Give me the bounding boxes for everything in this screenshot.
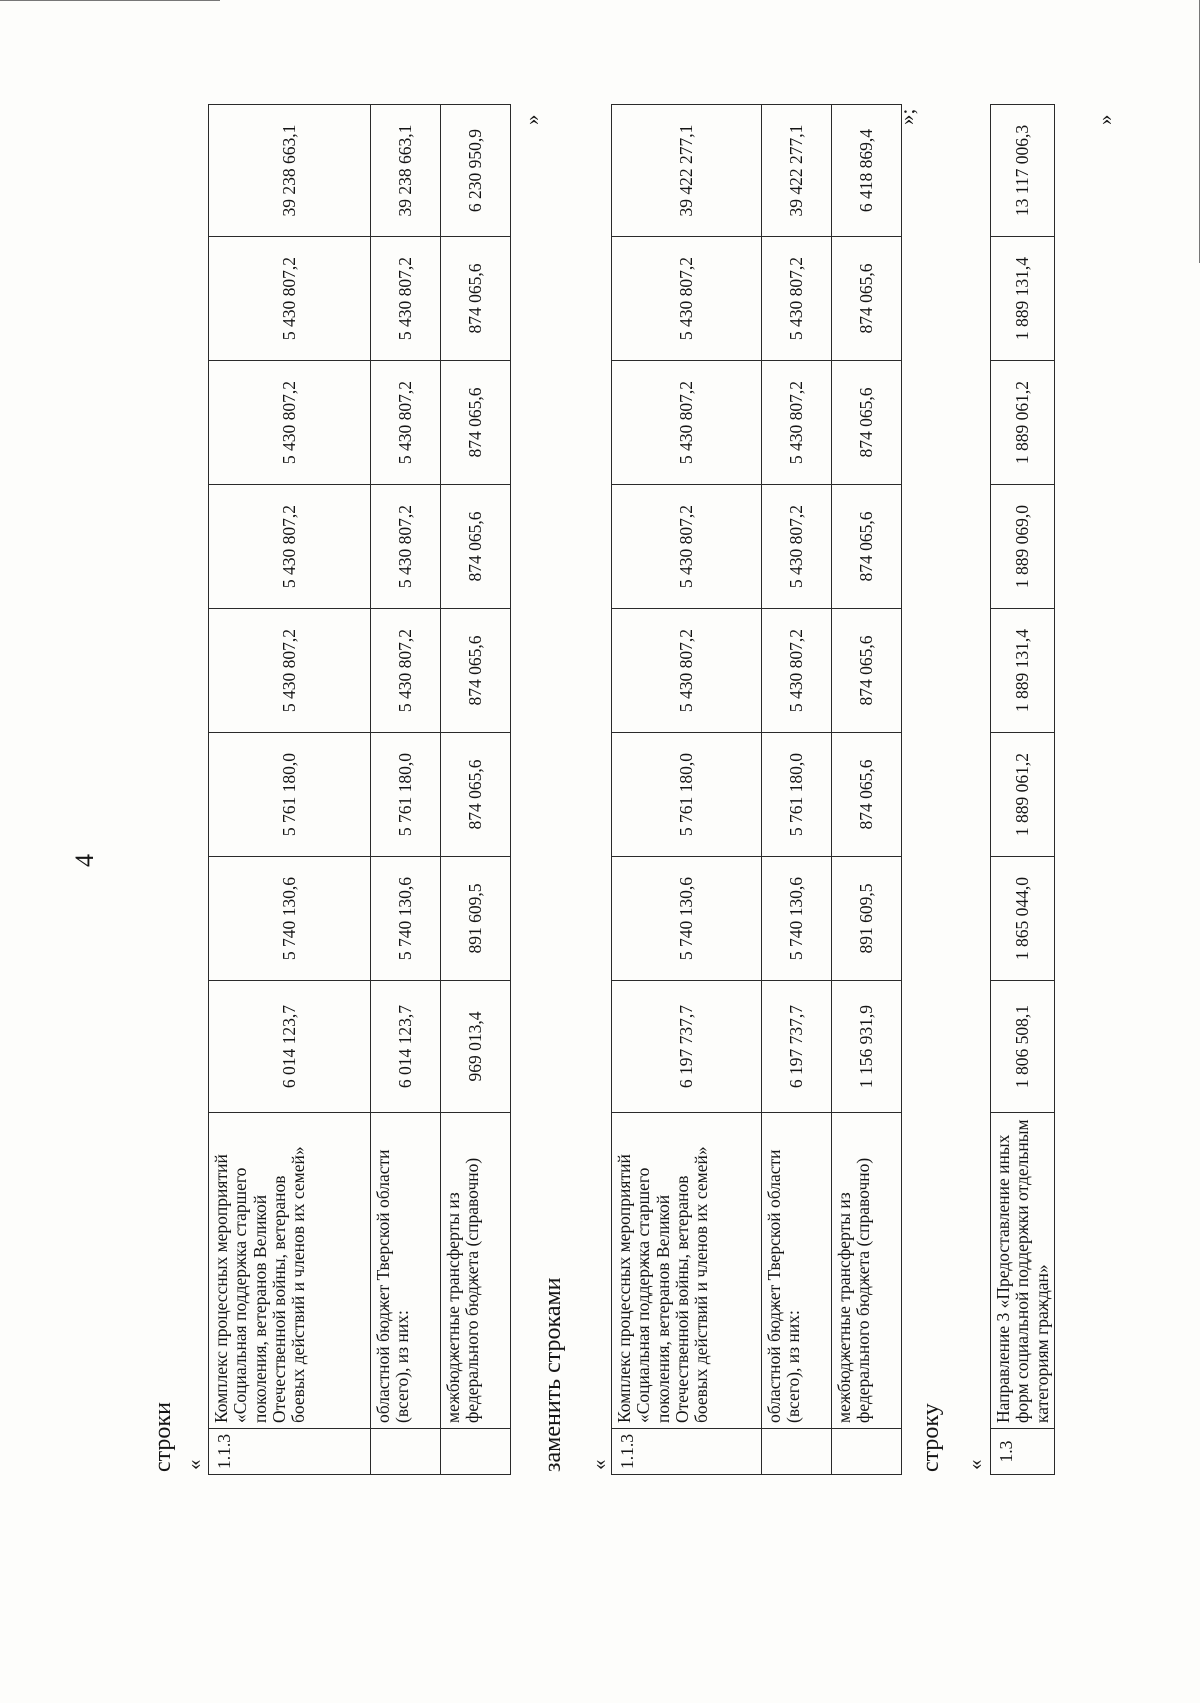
value-cell: 5 430 807,2 xyxy=(371,609,441,733)
value-cell: 5 430 807,2 xyxy=(762,237,832,361)
value-cell: 39 422 277,1 xyxy=(612,105,762,237)
value-cell: 874 065,6 xyxy=(832,733,902,857)
value-cell: 874 065,6 xyxy=(441,237,511,361)
value-cell: 874 065,6 xyxy=(441,609,511,733)
open-quote: « xyxy=(963,1459,987,1470)
value-cell: 6 014 123,7 xyxy=(371,981,441,1113)
value-cell: 1 889 061,2 xyxy=(991,361,1055,485)
row-code xyxy=(762,1429,832,1475)
value-cell: 5 430 807,2 xyxy=(612,237,762,361)
table-row xyxy=(441,105,511,1475)
value-cell: 5 740 130,6 xyxy=(209,857,371,981)
value-cell: 39 238 663,1 xyxy=(209,105,371,237)
row-name: Направление 3 «Предоставление иных форм социальной поддержки отдельным категориям граждан» xyxy=(991,1113,1055,1429)
value-cell: 5 430 807,2 xyxy=(371,237,441,361)
value-cell: 874 065,6 xyxy=(441,733,511,857)
scan-edge-line xyxy=(0,0,220,1)
close-quote: » xyxy=(520,114,544,125)
value-cell: 5 430 807,2 xyxy=(612,485,762,609)
value-cell: 1 889 131,4 xyxy=(991,609,1055,733)
value-cell: 6 197 737,7 xyxy=(612,981,762,1113)
value-cell: 5 740 130,6 xyxy=(612,857,762,981)
value-cell: 6 418 869,4 xyxy=(832,105,902,237)
table-row xyxy=(991,105,1055,1475)
row-code: 1.3 xyxy=(991,1429,1055,1475)
row-name: Комплекс процессных мероприятий «Социальная поддержка старшего поколения, ветеранов Великой Отечественной войны, ветеранов боевых действий и членов их семей» xyxy=(612,1113,762,1429)
value-cell: 5 430 807,2 xyxy=(612,361,762,485)
value-cell: 5 430 807,2 xyxy=(371,361,441,485)
row-name: межбюджетные трансферты из федерального бюджета (справочно) xyxy=(441,1113,511,1429)
value-cell: 5 430 807,2 xyxy=(762,361,832,485)
value-cell: 874 065,6 xyxy=(832,485,902,609)
value-cell: 5 430 807,2 xyxy=(209,485,371,609)
value-cell: 874 065,6 xyxy=(441,485,511,609)
value-cell: 5 761 180,0 xyxy=(612,733,762,857)
row-code: 1.1.3 xyxy=(612,1429,762,1475)
row-name: межбюджетные трансферты из федерального бюджета (справочно) xyxy=(832,1113,902,1429)
value-cell: 6 230 950,9 xyxy=(441,105,511,237)
table-row xyxy=(832,105,902,1475)
value-cell: 874 065,6 xyxy=(832,237,902,361)
value-cell: 39 422 277,1 xyxy=(762,105,832,237)
section-label-row: строку xyxy=(918,1403,944,1472)
value-cell: 969 013,4 xyxy=(441,981,511,1113)
row-code xyxy=(441,1429,511,1475)
value-cell: 5 430 807,2 xyxy=(209,361,371,485)
value-cell: 1 889 069,0 xyxy=(991,485,1055,609)
value-cell: 5 430 807,2 xyxy=(371,485,441,609)
row-name: Комплекс процессных мероприятий «Социальная поддержка старшего поколения, ветеранов Великой Отечественной войны, ветеранов боевых действий и членов их семей» xyxy=(209,1113,371,1429)
close-quote: »; xyxy=(895,108,919,125)
value-cell: 891 609,5 xyxy=(441,857,511,981)
value-cell: 5 430 807,2 xyxy=(612,609,762,733)
open-quote: « xyxy=(182,1459,206,1470)
page-number: 4 xyxy=(70,854,99,867)
value-cell: 1 889 131,4 xyxy=(991,237,1055,361)
value-cell: 1 865 044,0 xyxy=(991,857,1055,981)
value-cell: 13 117 006,3 xyxy=(991,105,1055,237)
value-cell: 874 065,6 xyxy=(441,361,511,485)
table-new-rows xyxy=(611,104,902,1475)
value-cell: 1 889 061,2 xyxy=(991,733,1055,857)
value-cell: 39 238 663,1 xyxy=(371,105,441,237)
value-cell: 5 761 180,0 xyxy=(209,733,371,857)
value-cell: 1 156 931,9 xyxy=(832,981,902,1113)
row-name: областной бюджет Тверской области (всего), из них: xyxy=(371,1113,441,1429)
value-cell: 6 014 123,7 xyxy=(209,981,371,1113)
close-quote: » xyxy=(1093,114,1117,125)
value-cell: 5 430 807,2 xyxy=(209,237,371,361)
value-cell: 5 740 130,6 xyxy=(762,857,832,981)
row-name: областной бюджет Тверской области (всего), из них: xyxy=(762,1113,832,1429)
value-cell: 5 430 807,2 xyxy=(762,609,832,733)
value-cell: 5 761 180,0 xyxy=(371,733,441,857)
table-row xyxy=(612,105,762,1475)
value-cell: 5 430 807,2 xyxy=(762,485,832,609)
value-cell: 874 065,6 xyxy=(832,609,902,733)
row-code xyxy=(832,1429,902,1475)
value-cell: 874 065,6 xyxy=(832,361,902,485)
row-code: 1.1.3 xyxy=(209,1429,371,1475)
table-old-rows xyxy=(208,104,511,1475)
value-cell: 6 197 737,7 xyxy=(762,981,832,1113)
row-code xyxy=(371,1429,441,1475)
value-cell: 5 740 130,6 xyxy=(371,857,441,981)
table-row xyxy=(371,105,441,1475)
section-label-rows: строки xyxy=(150,1402,176,1472)
section-label-replace: заменить строками xyxy=(540,1277,566,1472)
value-cell: 1 806 508,1 xyxy=(991,981,1055,1113)
open-quote: « xyxy=(587,1459,611,1470)
table-row xyxy=(209,105,371,1475)
value-cell: 5 761 180,0 xyxy=(762,733,832,857)
value-cell: 891 609,5 xyxy=(832,857,902,981)
table-row xyxy=(762,105,832,1475)
value-cell: 5 430 807,2 xyxy=(209,609,371,733)
table-row-1-3 xyxy=(990,104,1055,1475)
